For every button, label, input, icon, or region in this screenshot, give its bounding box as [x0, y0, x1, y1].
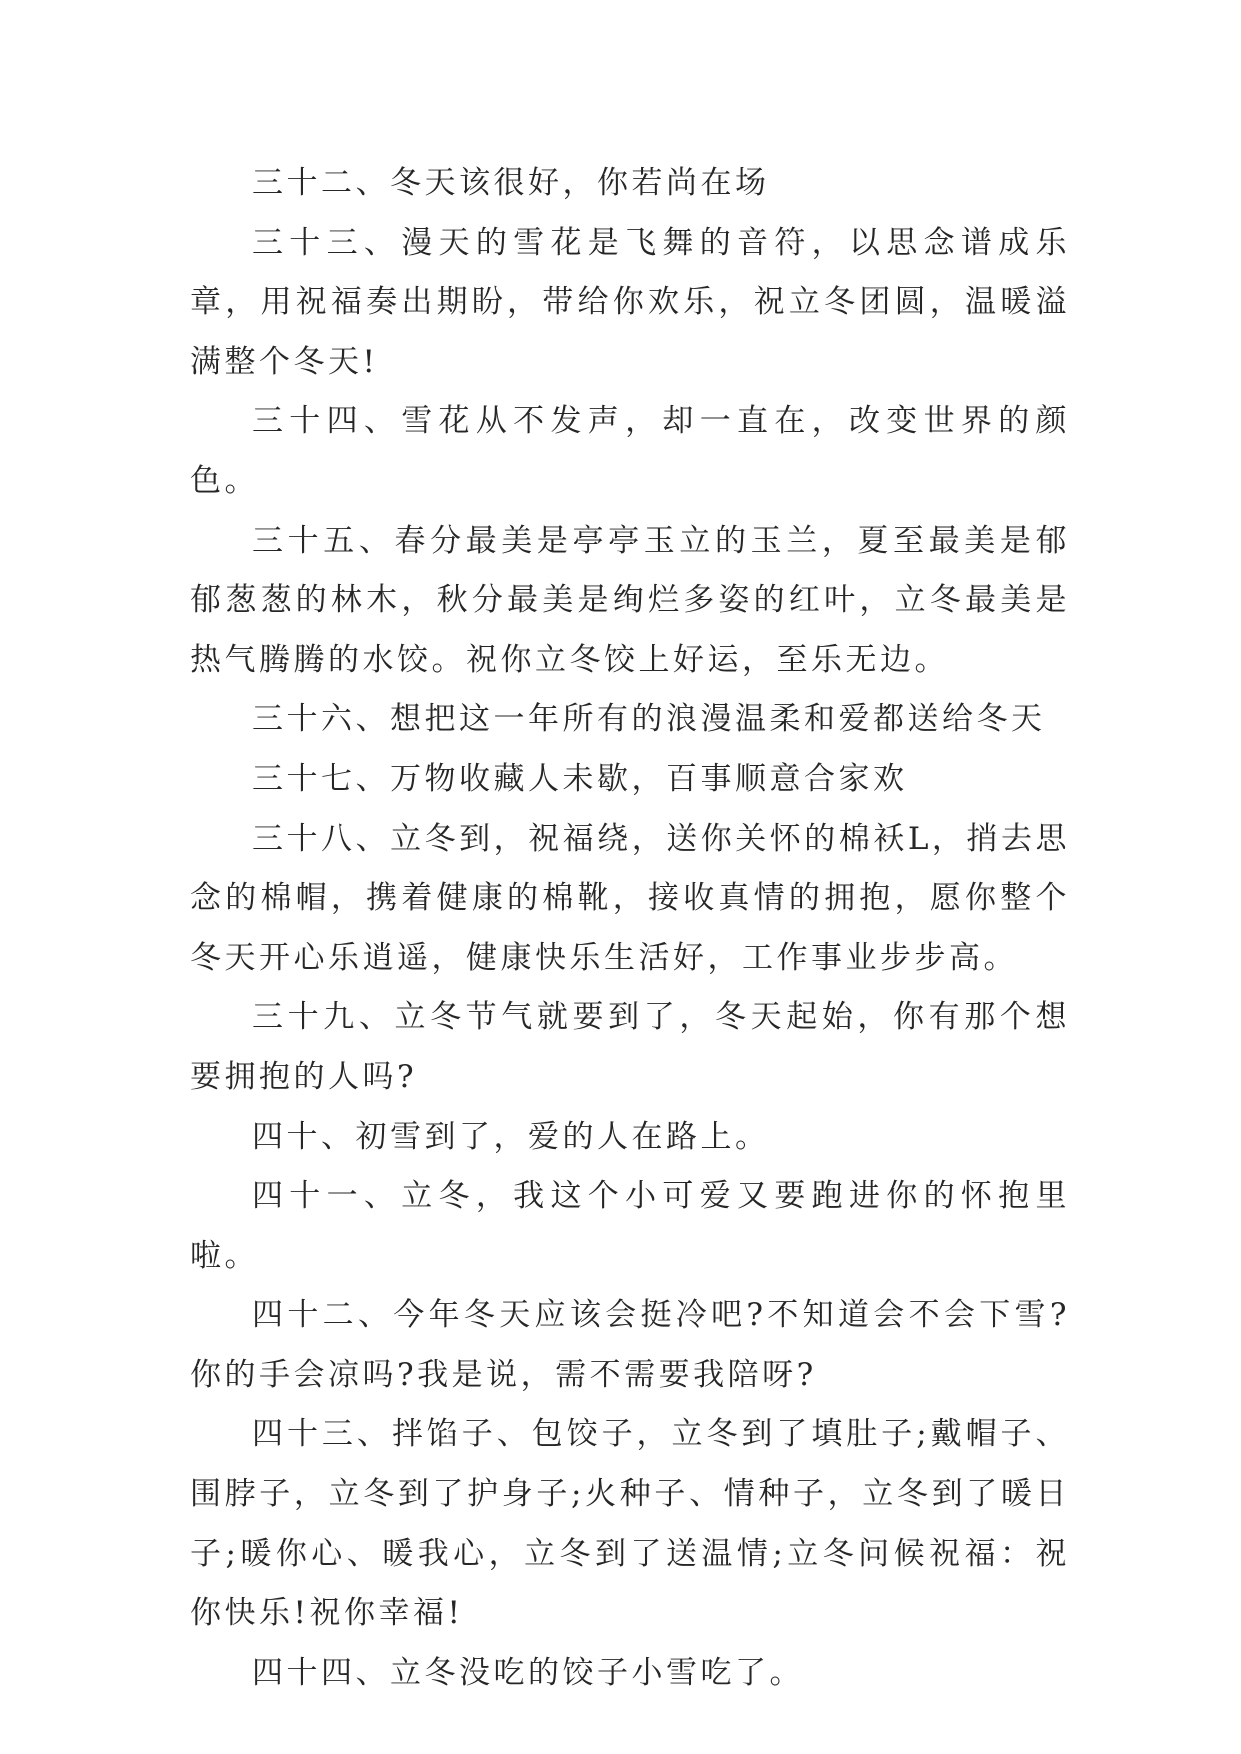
- paragraph-37: 三十七、万物收藏人未歇，百事顺意合家欢: [252, 760, 908, 797]
- paragraph-32: 三十二、冬天该很好，你若尚在场: [252, 165, 770, 201]
- paragraph-34: 三十四、雪花从不发声，却一直在，改变世界的颜色。: [190, 403, 1070, 499]
- paragraph-38: 三十八、立冬到，祝福绕，送你关怀的棉袄L，捎去思念的棉帽，携着健康的棉靴，接收真情的拥抱，愿你整个冬天开心乐逍遥，健康快乐生活好，工作事业步步高。: [190, 820, 1070, 976]
- paragraph-41: 四十一、立冬，我这个小可爱又要跑进你的怀抱里啦。: [190, 1178, 1070, 1274]
- paragraph-36: 三十六、想把这一年所有的浪漫温柔和爱都送给冬天: [252, 701, 1046, 738]
- paragraph-43: 四十三、拌馅子、包饺子，立冬到了填肚子;戴帽子、围脖子，立冬到了护身子;火种子、情种子，立冬到了暖日子;暖你心、暖我心，立冬到了送温情;立冬问候祝福：祝你快乐!祝你幸福!: [190, 1416, 1070, 1632]
- paragraph-44: 四十四、立冬没吃的饺子小雪吃了。: [252, 1654, 804, 1691]
- document-body: [190, 154, 1070, 1703]
- paragraph-33: 三十三、漫天的雪花是飞舞的音符，以思念谱成乐章，用祝福奏出期盼，带给你欢乐，祝立冬团圆，温暖溢满整个冬天!: [190, 224, 1070, 380]
- paragraph-40: 四十、初雪到了，爱的人在路上。: [252, 1118, 770, 1155]
- paragraph-42: 四十二、今年冬天应该会挺冷吧?不知道会不会下雪?你的手会凉吗?我是说，需不需要我陪呀?: [190, 1297, 1070, 1393]
- paragraph-39: 三十九、立冬节气就要到了，冬天起始，你有那个想要拥抱的人吗?: [190, 999, 1070, 1095]
- paragraph-35: 三十五、春分最美是亭亭玉立的玉兰，夏至最美是郁郁葱葱的林木，秋分最美是绚烂多姿的红叶，立冬最美是热气腾腾的水饺。祝你立冬饺上好运，至乐无边。: [190, 522, 1070, 678]
